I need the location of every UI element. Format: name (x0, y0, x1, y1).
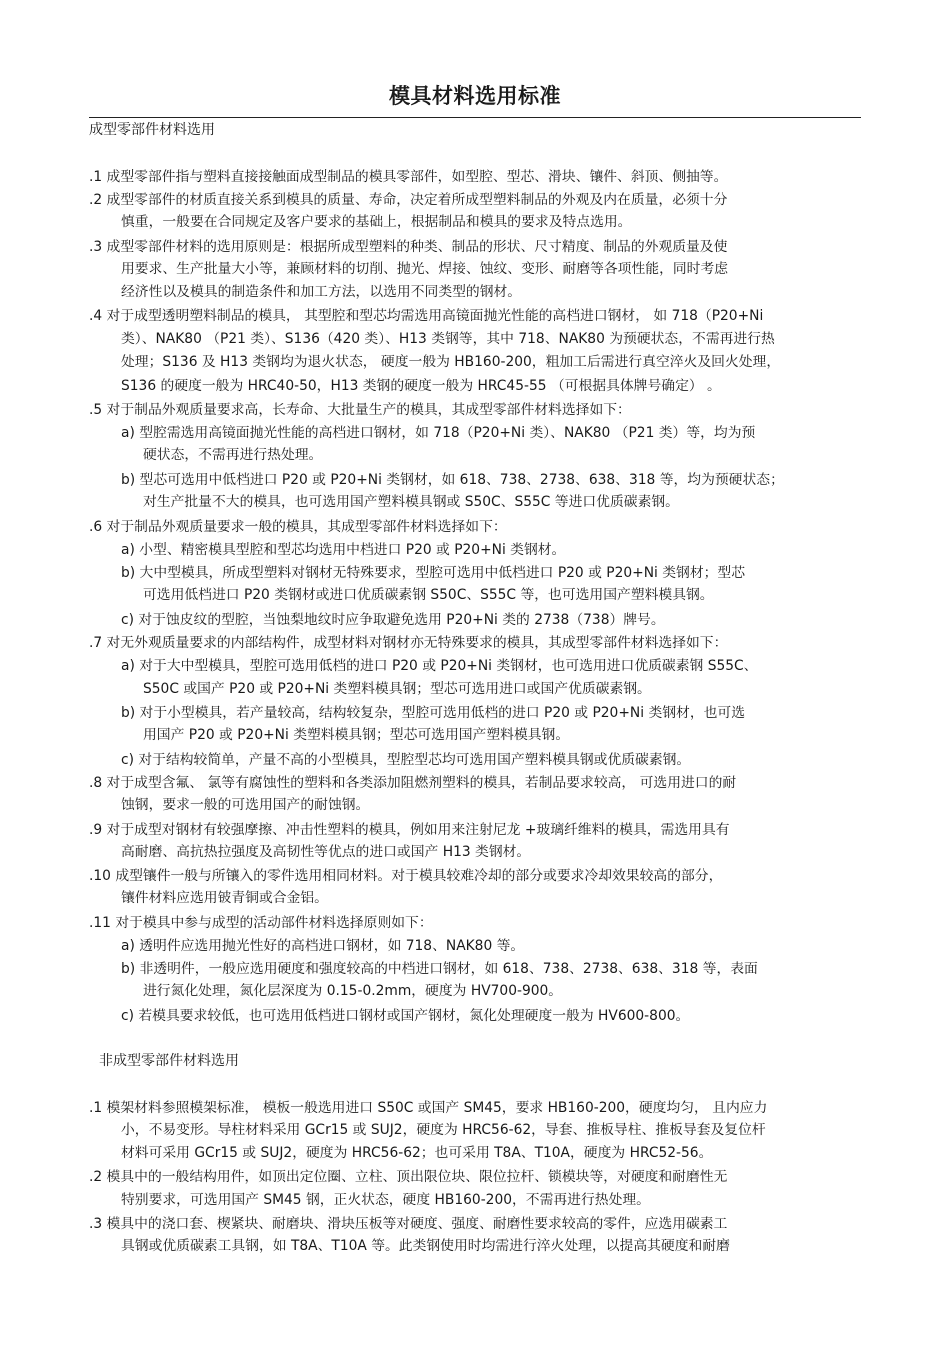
paragraph-line: 具钢或优质碳素工具钢，如 T8A、T10A 等。此类钢使用时均需进行淬火处理，以提高其硬度和耐磨 (121, 1238, 730, 1254)
paragraph-line: 高耐磨、高抗热拉强度及高韧性等优点的进口或国产 H13 类钢材。 (121, 844, 531, 860)
paragraph-line: a) 小型、精密模具型腔和型芯均选用中档进口 P20 或 P20+Ni 类钢材。 (121, 542, 566, 558)
paragraph-line: b) 非透明件，一般应选用硬度和强度较高的中档进口钢材，如 618、738、2738、638、318 等，表面 (121, 961, 758, 977)
paragraph-line: .11 对于模具中参与成型的活动部件材料选择原则如下： (89, 915, 433, 931)
paragraph-line: 慎重，一般要在合同规定及客户要求的基础上，根据制品和模具的要求及特点选用。 (121, 214, 632, 230)
paragraph-line: b) 大中型模具，所成型塑料对钢材无特殊要求，型腔可选用中低档进口 P20 或 P20+Ni 类钢材；型芯 (121, 565, 746, 581)
paragraph-line: 镶件材料应选用铍青铜或合金铝。 (121, 890, 328, 906)
paragraph-line: .2 模具中的一般结构用件，如顶出定位圈、立柱、顶出限位块、限位拉杆、锁模块等，对硬度和耐磨性无 (89, 1169, 728, 1185)
paragraph-line: .4 对于成型透明塑料制品的模具， 其型腔和型芯均需选用高镜面抛光性能的高档进口钢材， 如 718（P20+Ni (89, 308, 764, 324)
page-title: 模具材料选用标准 (389, 84, 561, 108)
paragraph-line: .2 成型零部件的材质直接关系到模具的质量、寿命，决定着所成型塑料制品的外观及内在质量，必须十分 (89, 192, 728, 208)
paragraph-line: 用国产 P20 或 P20+Ni 类塑料模具钢；型芯可选用国产塑料模具钢。 (143, 727, 570, 743)
paragraph-line: .5 对于制品外观质量要求高，长寿命、大批量生产的模具，其成型零部件材料选择如下： (89, 402, 631, 418)
paragraph-line: 小，不易变形。导柱材料采用 GCr15 或 SUJ2，硬度为 HRC56-62，导套、推板导柱、推板导套及复位杆 (121, 1122, 766, 1138)
paragraph-line: 材料可采用 GCr15 或 SUJ2，硬度为 HRC56-62；也可采用 T8A、T10A，硬度为 HRC52-56。 (121, 1145, 713, 1161)
paragraph-line: 特别要求，可选用国产 SM45 钢，正火状态，硬度 HB160-200，不需再进行热处理。 (121, 1192, 650, 1208)
paragraph-line: 对生产批量不大的模具，也可选用国产塑料模具钢或 S50C、S55C 等进口优质碳素钢。 (143, 494, 679, 510)
paragraph-line: 蚀钢，要求一般的可选用国产的耐蚀钢。 (121, 797, 370, 813)
section-heading-non-forming-parts: 非成型零部件材料选用 (99, 1053, 239, 1069)
paragraph-line: .7 对无外观质量要求的内部结构件，成型材料对钢材亦无特殊要求的模具，其成型零部件材料选择如下： (89, 635, 728, 651)
paragraph-line: 进行氮化处理，氮化层深度为 0.15-0.2mm，硬度为 HV700-900。 (143, 983, 563, 999)
paragraph-line: c) 对于结构较简单，产量不高的小型模具，型腔型芯均可选用国产塑料模具钢或优质碳素钢。 (121, 752, 691, 768)
paragraph-line: .1 模架材料参照模架标准， 模板一般选用进口 S50C 或国产 SM45，要求 HB160-200，硬度均匀， 且内应力 (89, 1100, 768, 1116)
section-heading-forming-parts: 成型零部件材料选用 (89, 122, 215, 138)
paragraph-line: .10 成型镶件一般与所镶入的零件选用相同材料。对于模具较难冷却的部分或要求冷却效果较高的部分， (89, 868, 723, 884)
paragraph-line: 可选用低档进口 P20 类钢材或进口优质碳素钢 S50C、S55C 等，也可选用国产塑料模具钢。 (143, 587, 714, 603)
paragraph-line: 用要求、生产批量大小等，兼顾材料的切削、抛光、焊接、蚀纹、变形、耐磨等各项性能，同时考虑 (121, 261, 729, 277)
paragraph-line: c) 若模具要求较低，也可选用低档进口钢材或国产钢材，氮化处理硬度一般为 HV600-800。 (121, 1008, 690, 1024)
paragraph-line: 类）、NAK80 （P21 类）、S136（420 类）、H13 类钢等，其中 718、NAK80 为预硬状态，不需再进行热 (121, 331, 775, 347)
paragraph-line: 硬状态，不需再进行热处理。 (143, 447, 323, 463)
paragraph-line: c) 对于蚀皮纹的型腔，当蚀梨地纹时应争取避免选用 P20+Ni 类的 2738（738）牌号。 (121, 612, 665, 628)
paragraph-line: S50C 或国产 P20 或 P20+Ni 类塑料模具钢；型芯可选用进口或国产优质碳素钢。 (143, 681, 651, 697)
paragraph-line: .1 成型零部件指与塑料直接接触面成型制品的模具零部件，如型腔、型芯、滑块、镶件、斜顶、侧抽等。 (89, 169, 728, 185)
paragraph-line: b) 对于小型模具，若产量较高，结构较复杂，型腔可选用低档的进口 P20 或 P20+Ni 类钢材，也可选 (121, 705, 746, 721)
paragraph-line: .6 对于制品外观质量要求一般的模具，其成型零部件材料选择如下： (89, 519, 507, 535)
paragraph-line: .9 对于成型对钢材有较强摩擦、冲击性塑料的模具，例如用来注射尼龙 +玻璃纤维料的模具，需选用具有 (89, 822, 730, 838)
paragraph-line: .3 成型零部件材料的选用原则是：根据所成型塑料的种类、制品的形状、尺寸精度、制品的外观质量及使 (89, 239, 728, 255)
paragraph-line: b) 型芯可选用中低档进口 P20 或 P20+Ni 类钢材，如 618、738、2738、638、318 等，均为预硬状态； (121, 472, 784, 488)
paragraph-line: a) 型腔需选用高镜面抛光性能的高档进口钢材，如 718（P20+Ni 类）、NAK80 （P21 类）等，均为预 (121, 425, 756, 441)
paragraph-line: a) 对于大中型模具，型腔可选用低档的进口 P20 或 P20+Ni 类钢材，也可选用进口优质碳素钢 S55C、 (121, 658, 758, 674)
paragraph-line: .8 对于成型含氟、 氯等有腐蚀性的塑料和各类添加阻燃剂塑料的模具，若制品要求较高， 可选用进口的耐 (89, 775, 737, 791)
paragraph-line: S136 的硬度一般为 HRC40-50，H13 类钢的硬度一般为 HRC45-55 （可根据具体牌号确定） 。 (121, 378, 721, 394)
paragraph-line: .3 模具中的浇口套、楔紧块、耐磨块、滑块压板等对硬度、强度、耐磨性要求较高的零件，应选用碳素工 (89, 1216, 728, 1232)
paragraph-line: 经济性以及模具的制造条件和加工方法，以选用不同类型的钢材。 (121, 284, 522, 300)
paragraph-line: a) 透明件应选用抛光性好的高档进口钢材，如 718、NAK80 等。 (121, 938, 525, 954)
title-divider (89, 117, 861, 118)
paragraph-line: 处理；S136 及 H13 类钢均为退火状态， 硬度一般为 HB160-200，粗加工后需进行真空淬火及回火处理， (121, 354, 781, 370)
